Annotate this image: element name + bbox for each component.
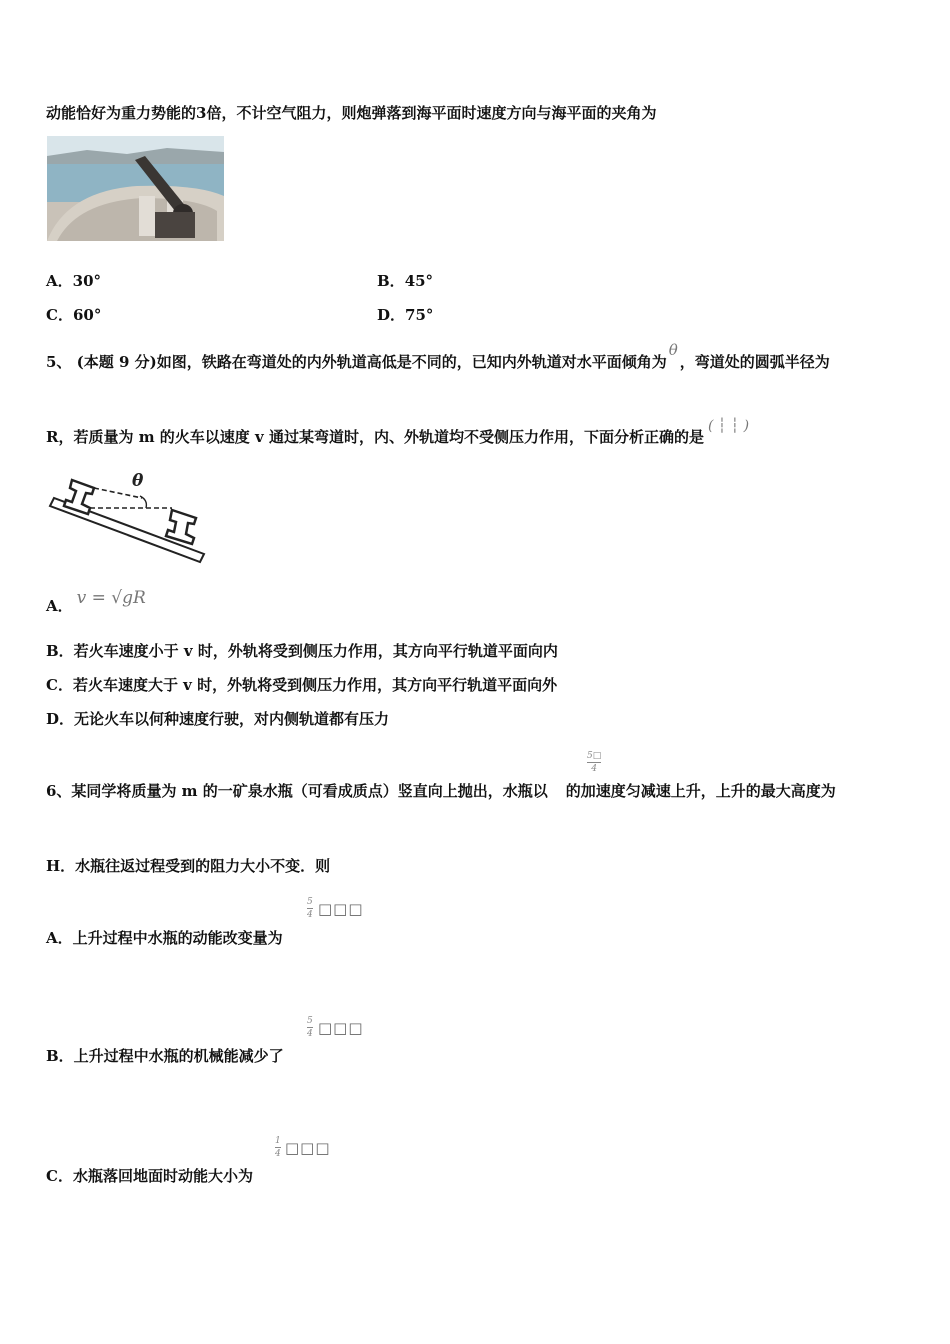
q4-option-b: B．45° [377, 272, 434, 290]
q5-stem-line2: R，若质量为 m 的火车以速度 v 通过某弯道时，内、外轨道均不受侧压力作用，下面分析正确的是( ┆ ┆ ) [46, 418, 750, 446]
q5-stem-line1: 5、 (本题 9 分)如图，铁路在弯道处的内外轨道高低是不同的，已知内外轨道对水平面倾角为θ，弯道处的圆弧半径为 [46, 341, 830, 371]
q6-option-c-fraction: 1 4 [275, 1136, 281, 1159]
q6-option-a-missing-glyphs: □□□ [318, 900, 364, 918]
q6-option-b-fraction: 5 4 [307, 1016, 313, 1039]
formula-v-sqrt-gR: v = √gR [76, 588, 146, 608]
q5-option-a: A． v = √gR [46, 588, 146, 615]
q6-stem-line2: H．水瓶往返过程受到的阻力大小不变．则 [46, 857, 331, 875]
answer-paren: ( ┆ ┆ ) [707, 418, 750, 434]
q4-stem-tail: 动能恰好为重力势能的3倍，不计空气阻力，则炮弹落到海平面时速度方向与海平面的夹角为 [46, 104, 657, 122]
q6-accel-fraction: 5□ 4 [587, 751, 602, 774]
q4-option-a: A．30° [46, 272, 102, 290]
theta-symbol: θ [668, 341, 678, 359]
q5-option-b: B．若火车速度小于 v 时，外轨将受到侧压力作用，其方向平行轨道平面向内 [46, 642, 558, 660]
q6-option-b-missing-glyphs: □□□ [318, 1019, 364, 1037]
q4-option-d: D．75° [377, 306, 434, 324]
q5-option-d: D．无论火车以何种速度行驶，对内侧轨道都有压力 [46, 710, 390, 728]
q5-option-c: C．若火车速度大于 v 时，外轨将受到侧压力作用，其方向平行轨道平面向外 [46, 676, 558, 694]
q6-option-a-fraction: 5 4 [307, 897, 313, 920]
q6-option-c: C．水瓶落回地面时动能大小为 [46, 1167, 253, 1185]
q6-stem-line1: 6、某同学将质量为 m 的一矿泉水瓶（可看成质点）竖直向上抛出，水瓶以 的加速度匀减速上升，上升的最大高度为 [46, 782, 836, 800]
q6-option-b: B．上升过程中水瓶的机械能减少了 [46, 1047, 284, 1065]
theta-label: θ [132, 471, 144, 491]
rail-tilt-diagram [46, 468, 208, 566]
cannon-photo [47, 136, 224, 241]
q6-option-a: A．上升过程中水瓶的动能改变量为 [46, 929, 283, 947]
q4-option-c: C．60° [46, 306, 102, 324]
q6-option-c-missing-glyphs: □□□ [285, 1139, 331, 1157]
